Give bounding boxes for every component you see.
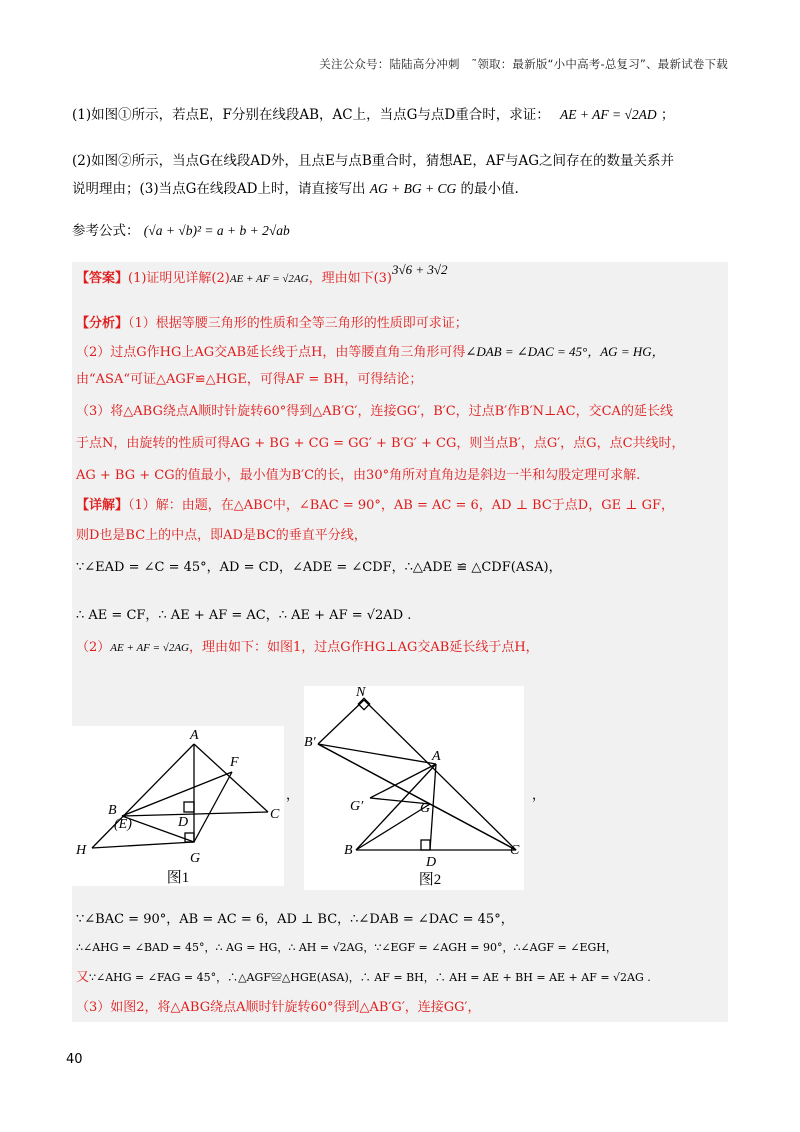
fig2-label-N: N [356, 686, 366, 700]
fig1-line-HG [92, 842, 194, 848]
reference-formula [72, 220, 732, 242]
question-part-1 [72, 104, 732, 126]
fig2-line-GC [430, 804, 516, 850]
fig2-line-GpA [370, 764, 436, 798]
after-line-1: ∵∠BAC = 90°，AB = AC = 6，AD ⊥ BC，∴∠DAB = ∠DAC = 45°， [76, 912, 514, 927]
analysis-text-1: （1）根据等腰三角形的性质和全等三角形的性质即可求证； [128, 316, 468, 331]
question-p1-text: (1)如图①所示，若点E，F分别在线段AB，AC上，当点G与点D重合时，求证： [72, 107, 550, 123]
fig2-label-D: D [426, 855, 437, 870]
question-p2-line-b [72, 178, 732, 200]
reference-label: 参考公式： [72, 223, 140, 239]
answer-formula-2: 3√6 + 3√2 [392, 262, 448, 277]
fig1-label-F: F [230, 755, 239, 770]
question-p2-line-a: (2)如图②所示，当点G在线段AD外，且点E与点B重合时，猜想AE，AF与AG之间存在的数量关系并 [72, 153, 675, 169]
detail-text-1: （1）解：由题，在△ABC中，∠BAC = 90°，AB = AC = 6，AD ⊥ BC于点D，GE ⊥ GF， [128, 498, 674, 513]
detail-line-2: 则D也是BC上的中点，即AD是BC的垂直平分线， [76, 528, 367, 543]
fig1-label-H: H [76, 843, 87, 858]
fig1-label-G: G [190, 851, 201, 866]
answer-line [76, 262, 448, 289]
after-line-2: ∴∠AHG = ∠BAD = 45°，∴ AG = HG，∴ AH = √2AG，∵∠EGF = ∠AGH = 90°，∴∠AGF = ∠EGH， [76, 941, 617, 954]
analysis-tag: 【分析】 [76, 316, 129, 331]
fig1-right-angle-D [184, 802, 194, 812]
answer-part-2: ，理由如下(3) [308, 271, 393, 286]
fig2-label-A: A [432, 749, 441, 764]
fig2-right-angle-D [421, 840, 430, 850]
analysis-line-1 [76, 314, 468, 334]
fig1-label-D: D [178, 815, 189, 830]
answer-part-1: (1)证明见详解(2) [128, 271, 230, 286]
after-3-text: ∵∠AHG = ∠FAG = 45°，∴△AGF≌△HGE(ASA)，∴ AF = BH，∴ AH = AE + BH = AE + AF = √2AG . [89, 971, 651, 984]
solution-panel [72, 262, 728, 1022]
answer-formula-1: AE + AF = √2AG [229, 273, 309, 285]
figure-2 [304, 686, 524, 890]
question-p2-text: 说明理由；(3)当点G在线段AD上时，请直接写出 [72, 181, 366, 197]
question-p2-formula: AG + BG + CG [369, 181, 457, 196]
page-number: 40 [66, 1052, 83, 1067]
fig2-label-G: G [420, 801, 431, 816]
figure-1-svg [72, 726, 284, 886]
detail-5-prefix: （2） [76, 640, 111, 655]
fig2-line-NC [364, 700, 516, 850]
question-part-2 [72, 150, 732, 200]
after-line-3 [76, 968, 651, 988]
figure-comma-1: ， [286, 788, 300, 803]
reference-formula-text: (√a + √b)² = a + b + 2√ab [143, 223, 290, 238]
analysis-line-6: AG + BG + CG的值最小，最小值为B′C的长，由30°角所对直角边是斜边一半和勾股定理可求解. [76, 468, 641, 483]
fig1-label-C: C [270, 807, 280, 822]
after-3-prefix: 又 [76, 970, 90, 985]
fig1-line-BF [122, 772, 232, 816]
question-p2-end: 的最小值. [460, 181, 519, 197]
figure-comma-2: ， [532, 788, 546, 803]
after-line-4: （3）如图2，将△ABG绕点A顺时针旋转60°得到△AB′G′，连接GG′， [76, 1000, 481, 1015]
detail-line-5 [76, 638, 539, 658]
fig2-label-B: B [344, 843, 353, 858]
question-p1-end: ； [660, 107, 675, 123]
detail-line-4: ∴ AE = CF，∴ AE + AF = AC，∴ AE + AF = √2AD . [76, 608, 412, 623]
fig1-line-GF [194, 772, 232, 842]
figure-2-svg [304, 686, 524, 890]
analysis-line-5: 于点N，由旋转的性质可得AG + BG + CG = GG′ + B′G′ + CG，则当点B′，点G′，点G，点C共线时， [76, 436, 685, 451]
detail-5-formula: AE + AF = √2AG [110, 642, 190, 654]
detail-5-text: ，理由如下：如图1，过点G作HG⊥AG交AB延长线于点H， [189, 640, 539, 655]
analysis-line-3: 由“ASA“可证△AGF≌△HGE，可得AF = BH，可得结论； [76, 372, 423, 387]
figure-1 [72, 726, 284, 886]
fig2-line-NB [318, 700, 364, 744]
analysis-formula-2: ∠DAB = ∠DAC = 45°，AG = HG， [465, 344, 665, 359]
detail-line-3: ∵∠EAD = ∠C = 45°，AD = CD，∠ADE = ∠CDF，∴△ADE ≌ △CDF(ASA)， [76, 560, 562, 575]
fig1-line-AH [92, 744, 194, 848]
question-p1-formula: AE + AF = √2AD [560, 107, 657, 122]
analysis-line-2 [76, 342, 665, 363]
analysis-line-4: （3）将△ABG绕点A顺时针旋转60°得到△AB′G′，连接GG′，B′C，过点B′作B′N⊥AC，交CA的延长线 [76, 404, 673, 419]
fig2-label-Gp: G′ [350, 799, 364, 814]
figure-2-caption: 图2 [418, 872, 442, 888]
fig1-line-BC [122, 812, 268, 816]
analysis-text-2: （2）过点G作HG上AG交AB延长线于点H，由等腰直角三角形可得 [76, 345, 466, 360]
fig1-label-B: B [108, 803, 117, 818]
figure-1-caption: 图1 [166, 870, 190, 886]
fig2-label-C: C [510, 843, 520, 858]
detail-tag: 【详解】 [76, 498, 129, 513]
fig1-label-A: A [190, 728, 199, 743]
page-header: 关注公众号：陆陆高分冲刺 ˜领取：最新版“小中高考-总复习”、最新试卷下载 [319, 57, 728, 71]
fig1-label-E: (E) [114, 817, 132, 832]
fig2-label-Bp: B′ [304, 735, 316, 750]
answer-tag: 【答案】 [76, 271, 129, 286]
detail-line-1 [76, 496, 674, 516]
